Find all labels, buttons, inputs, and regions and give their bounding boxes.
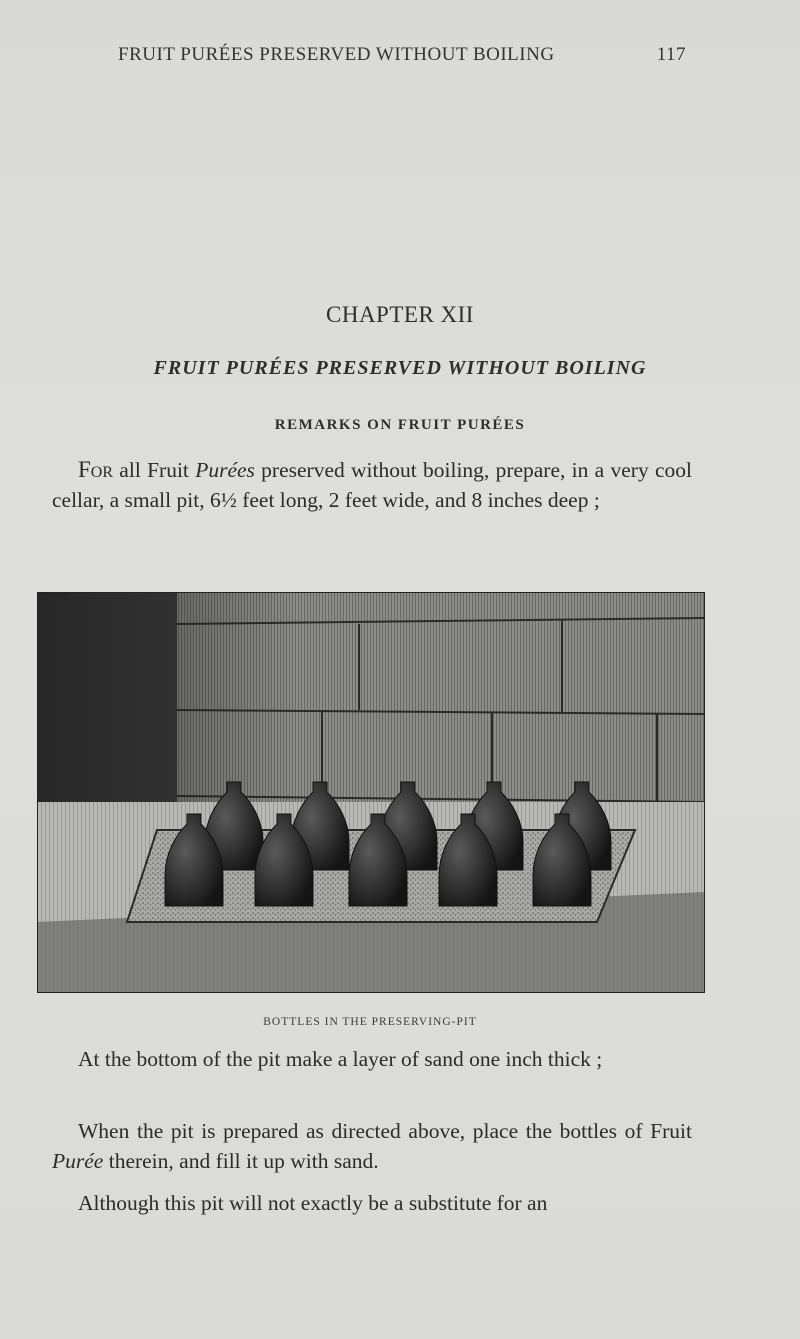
paragraph-3 (52, 1116, 692, 1176)
engraving-illustration (37, 592, 705, 993)
paragraph-3-text-a: When the pit is prepared as directed above, place the bottles of Fruit (78, 1119, 692, 1143)
chapter-number: CHAPTER XII (326, 302, 474, 327)
running-head-title: FRUIT PURÉES PRESERVED WITHOUT BOILING (118, 44, 555, 65)
page-number: 117 (656, 44, 686, 65)
paragraph-1 (52, 455, 692, 515)
paragraph-4: Although this pit will not exactly be a substitute for an (78, 1191, 548, 1215)
paragraph-3-italic: Purée (52, 1149, 104, 1173)
section-title: REMARKS ON FRUIT PURÉES (274, 417, 526, 433)
paragraph-3-text-b: therein, and fill it up with sand. (103, 1149, 379, 1173)
chapter-title: FRUIT PURÉES PRESERVED WITHOUT BOILING (153, 357, 647, 379)
paragraph-1-text-a: all Fruit (113, 458, 196, 482)
paragraph-2: At the bottom of the pit make a layer of sand one inch thick ; (78, 1047, 603, 1071)
figure-caption: BOTTLES IN THE PRESERVING-PIT (263, 1016, 477, 1028)
paragraph-1-lead: For (78, 457, 114, 482)
paragraph-1-italic: Purées (195, 458, 255, 482)
paragraph-1-text-b: preserved without boiling, prepare, in a very cool cellar, a small pit, 6½ feet long, 2 feet wide, and 8 inches deep ; (52, 458, 692, 512)
